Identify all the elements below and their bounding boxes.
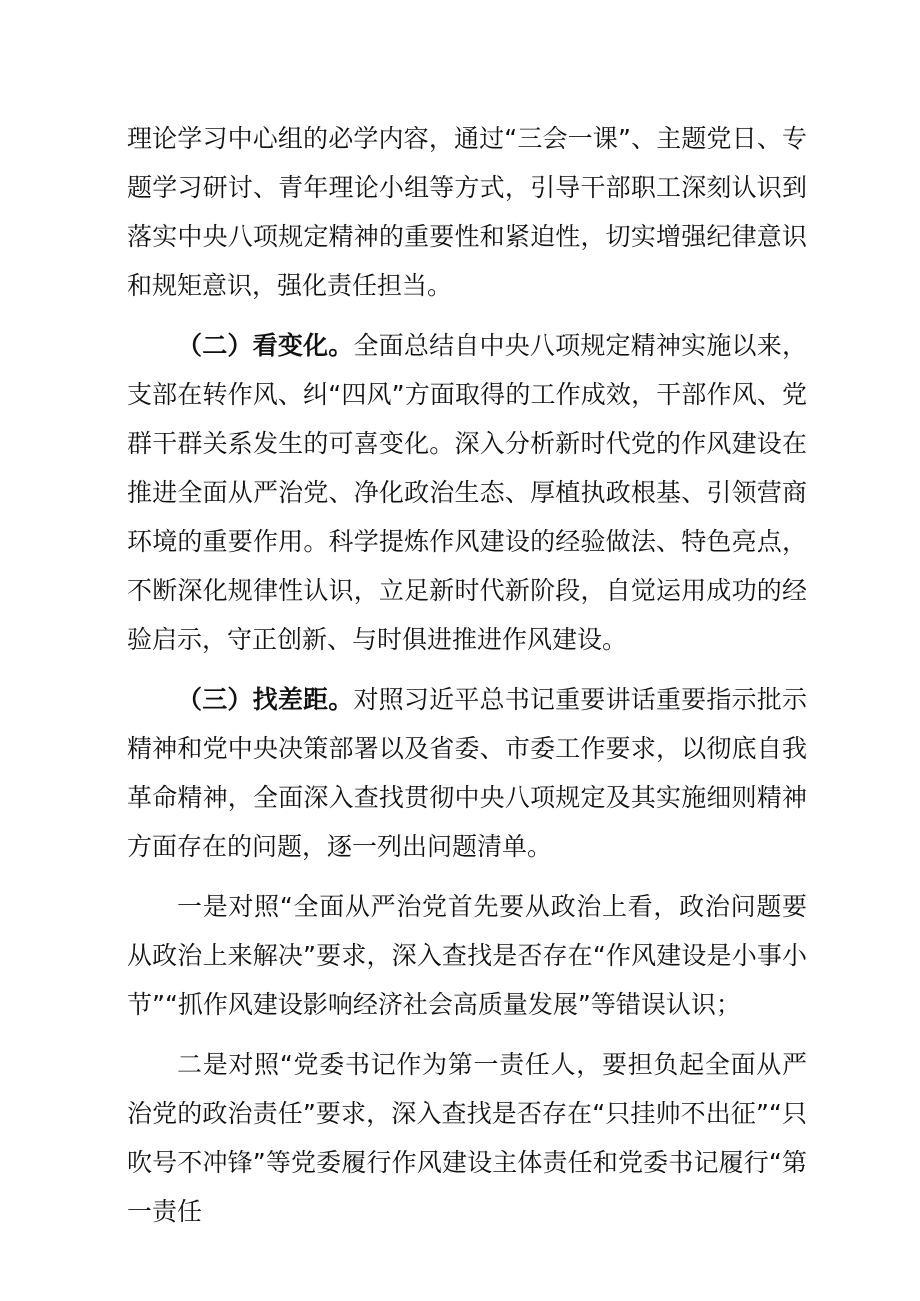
paragraph-continuation [127,114,807,310]
paragraph-text: 二是对照“党委书记作为第一责任人，要担负起全面从严治党的政治责任”要求，深入查找是否存在“只挂帅不出征”“只吹号不冲锋”等党委履行作风建设主体责任和党委书记履行“第一责任 [127,1050,807,1226]
paragraph-text: 对照习近平总书记重要讲话重要指示批示精神和党中央决策部署以及省委、市委工作要求，以彻底自我革命精神，全面深入查找贯彻中央八项规定及其实施细则精神方面存在的问题，逐一列出问题清单。 [127,685,807,861]
paragraph-text: 全面总结自中央八项规定精神实施以来，支部在转作风、纠“四风”方面取得的工作成效，干部作风、党群干群关系发生的可喜变化。深入分析新时代党的作风建设在推进全面从严治党、净化政治生态、厚植执政根基、引领营商环境的重要作用。科学提炼作风建设的经验做法、特色亮点，不断深化规律性认识，立足新时代新阶段，自觉运用成功的经验启示，守正创新、与时俱进推进作风建设。 [127,331,807,654]
paragraph-text: 一是对照“全面从严治党首先要从政治上看，政治问题要从政治上来解决”要求，深入查找是否存在“作风建设是小事小节”“抓作风建设影响经济社会高质量发展”等错误认识； [127,892,807,1019]
paragraph-item-2 [127,1040,807,1236]
paragraph-text: 理论学习中心组的必学内容，通过“三会一课”、主题党日、专题学习研讨、青年理论小组等方式，引导干部职工深刻认识到落实中央八项规定精神的重要性和紧迫性，切实增强纪律意识和规矩意识，强化责任担当。 [127,124,807,300]
paragraph-section-3 [127,675,807,871]
section-heading: （二）看变化。 [177,331,354,360]
document-body [127,114,807,1247]
section-heading: （三）找差距。 [177,685,354,714]
paragraph-item-1 [127,882,807,1029]
paragraph-section-2 [127,321,807,664]
